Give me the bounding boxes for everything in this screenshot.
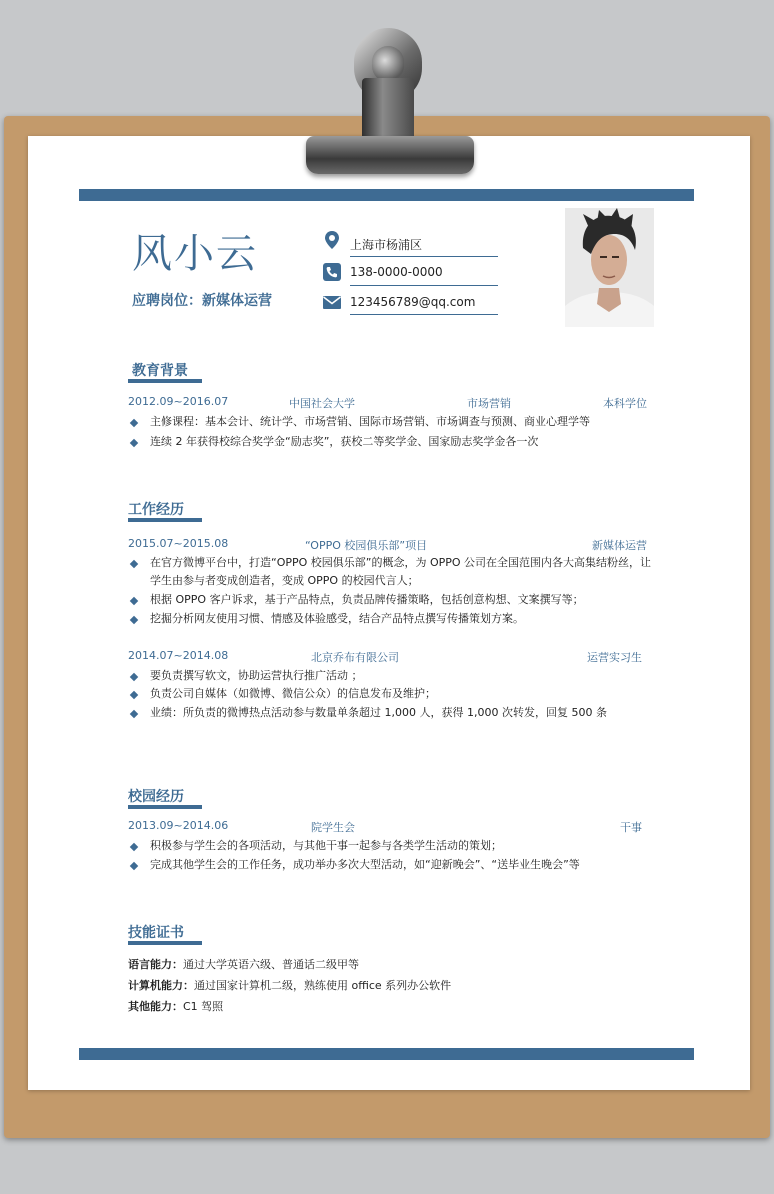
education-degree: 本科学位 [603, 397, 647, 410]
contact-divider [350, 256, 498, 257]
contact-divider [350, 314, 498, 315]
campus-org: 院学生会 [311, 821, 355, 834]
job-role: 新媒体运营 [592, 539, 647, 552]
binder-clip-base [306, 136, 474, 174]
job-bullet: 在官方微博平台中，打造“OPPO 校园俱乐部”的概念，为 OPPO 公司在全国范围内各大高集结粉丝，让 [150, 556, 652, 569]
job-bullet: 要负责撰写软文，协助运营执行推广活动 ； [150, 669, 363, 682]
campus-bullet: 积极参与学生会的各项活动，与其他干事一起参与各类学生活动的策划； [150, 839, 502, 852]
envelope-icon [322, 292, 342, 312]
work-title: 工作经历 [128, 502, 184, 518]
applicant-name: 风小云 [132, 231, 258, 277]
skill-value: C1 驾照 [183, 1000, 224, 1013]
job-period: 2015.07~2015.08 [128, 537, 229, 550]
applied-position: 应聘岗位：新媒体运营 [132, 293, 272, 309]
skill-computer [128, 977, 451, 993]
job-bullet: 负责公司自媒体（如微博、微信公众）的信息发布及维护； [150, 687, 436, 700]
skill-language [128, 956, 359, 972]
skills-title: 技能证书 [128, 925, 184, 941]
phone-icon [322, 262, 342, 282]
binder-clip-body [362, 78, 414, 140]
section-underline [128, 379, 202, 383]
education-bullet: 主修课程：基本会计、统计学、市场营销、国际市场营销、市场调查与预测、商业心理学等 [150, 415, 590, 428]
contact-address: 上海市杨浦区 [350, 238, 423, 252]
campus-bullet: 完成其他学生会的工作任务，成功举办多次大型活动，如“迎新晚会”、“送毕业生晚会”等 [150, 858, 580, 871]
skill-other [128, 998, 223, 1014]
skill-value: 通过国家计算机二级，熟练使用 office 系列办公软件 [194, 979, 452, 992]
job-role: 运营实习生 [587, 651, 642, 664]
job-org: “OPPO 校园俱乐部”项目 [305, 539, 428, 552]
skill-label: 计算机能力： [128, 979, 194, 992]
contact-phone: 138-0000-0000 [350, 265, 443, 279]
job-bullet: 学生由参与者变成创造者，变成 OPPO 的校园代言人； [150, 574, 419, 587]
skill-label: 其他能力： [128, 1000, 183, 1013]
job-bullet: 业绩：所负责的微博热点活动参与数量单条超过 1,000 人，获得 1,000 次转发，回复 500 条 [150, 706, 607, 719]
job-period: 2014.07~2014.08 [128, 649, 229, 662]
binder-clip-hole [372, 46, 404, 82]
campus-role: 干事 [620, 821, 642, 834]
education-title: 教育背景 [132, 363, 188, 379]
contact-divider [350, 285, 498, 286]
location-pin-icon [322, 230, 342, 250]
education-period: 2012.09~2016.07 [128, 395, 229, 408]
section-underline [128, 518, 202, 522]
section-underline [128, 805, 202, 809]
education-major: 市场营销 [467, 397, 511, 410]
section-underline [128, 941, 202, 945]
contact-email: 123456789@qq.com [350, 295, 476, 309]
education-bullet: 连续 2 年获得校综合奖学金“励志奖”，获校二等奖学金、国家励志奖学金各一次 [150, 435, 539, 448]
profile-photo [565, 208, 654, 327]
education-school: 中国社会大学 [289, 397, 355, 410]
campus-title: 校园经历 [128, 789, 184, 805]
portrait-illustration [565, 208, 654, 327]
job-bullet: 挖掘分析网友使用习惯、情感及体验感受，结合产品特点撰写传播策划方案。 [150, 612, 524, 625]
job-org: 北京乔布有限公司 [311, 651, 399, 664]
header-bar [79, 189, 694, 201]
campus-period: 2013.09~2014.06 [128, 819, 229, 832]
job-bullet: 根据 OPPO 客户诉求，基于产品特点，负责品牌传播策略，包括创意构想、文案撰写等； [150, 593, 584, 606]
skill-label: 语言能力： [128, 958, 183, 971]
skill-value: 通过大学英语六级、普通话二级甲等 [183, 958, 359, 971]
footer-bar [79, 1048, 694, 1060]
